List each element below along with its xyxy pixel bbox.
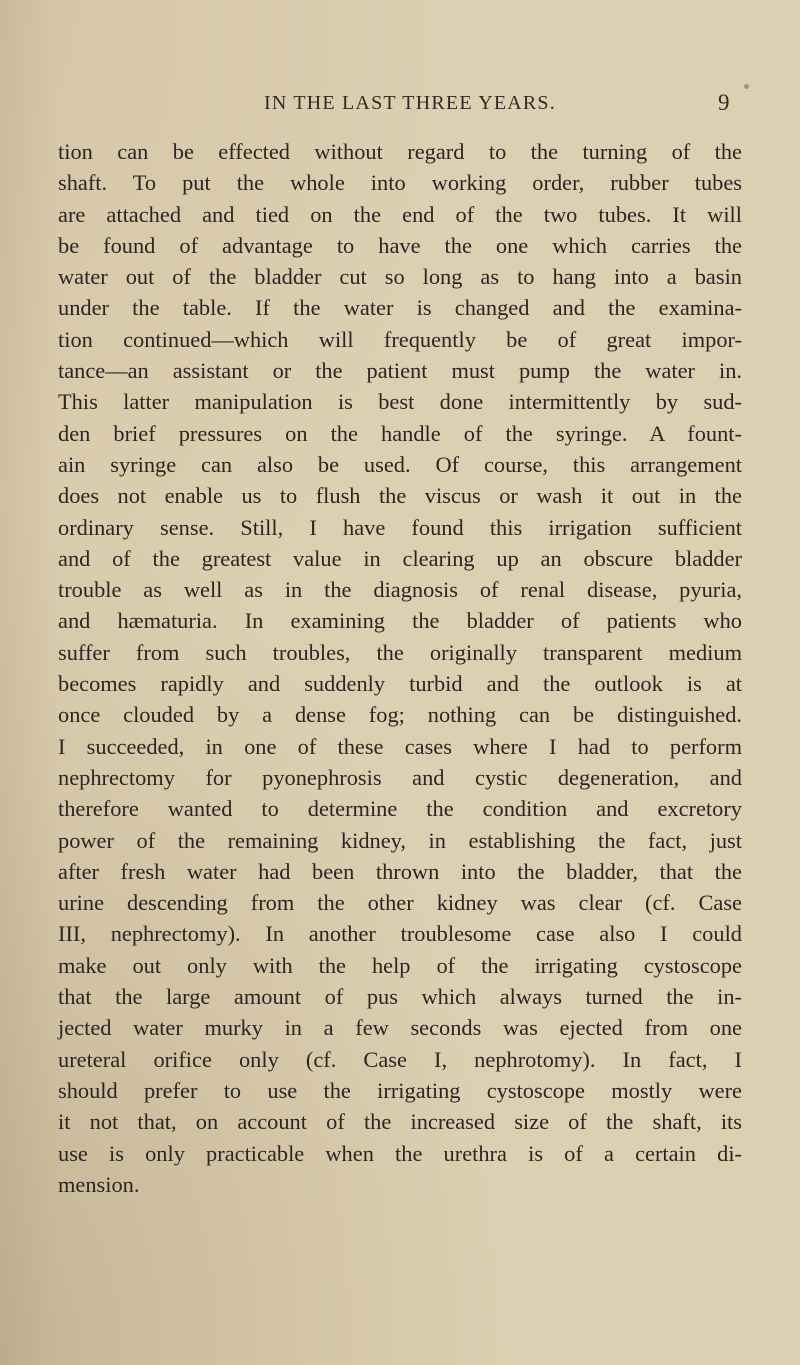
text-line: tance—an assistant or the patient must pump the water in. bbox=[58, 358, 742, 384]
text-line: power of the remaining kidney, in establishing the fact, just bbox=[58, 827, 742, 853]
text-line: I succeeded, in one of these cases where I had to perform bbox=[58, 733, 742, 759]
page-number: 9 bbox=[718, 90, 730, 115]
text-line: and hæmaturia. In examining the bladder of patients who bbox=[58, 608, 742, 634]
text-line: nephrectomy for pyonephrosis and cystic degeneration, and bbox=[58, 764, 742, 790]
text-line: This latter manipulation is best done intermittently by sud- bbox=[58, 389, 742, 415]
text-line: jected water murky in a few seconds was ejected from one bbox=[58, 1015, 742, 1041]
text-line: water out of the bladder cut so long as to hang into a basin bbox=[58, 264, 742, 290]
text-line: once clouded by a dense fog; nothing can be distinguished. bbox=[58, 702, 742, 728]
text-line: under the table. If the water is changed and the examina- bbox=[58, 295, 742, 321]
body-text bbox=[58, 136, 742, 1200]
text-line: after fresh water had been thrown into the bladder, that the bbox=[58, 858, 742, 884]
text-line: therefore wanted to determine the condition and excretory bbox=[58, 796, 742, 822]
text-line: den brief pressures on the handle of the syringe. A fount- bbox=[58, 420, 742, 446]
text-line: ain syringe can also be used. Of course, this arrangement bbox=[58, 451, 742, 477]
text-line: urine descending from the other kidney was clear (cf. Case bbox=[58, 890, 742, 916]
text-line: and of the greatest value in clearing up an obscure bladder bbox=[58, 545, 742, 571]
text-line-last: mension. bbox=[58, 1171, 140, 1197]
text-line: make out only with the help of the irrigating cystoscope bbox=[58, 952, 742, 978]
text-line: tion continued—which will frequently be of great impor- bbox=[58, 326, 742, 352]
text-line: be found of advantage to have the one which carries the bbox=[58, 232, 742, 258]
running-head-title: IN THE LAST THREE YEARS. bbox=[264, 92, 556, 114]
text-line: use is only practicable when the urethra is of a certain di- bbox=[58, 1140, 742, 1166]
text-line: should prefer to use the irrigating cystoscope mostly were bbox=[58, 1077, 742, 1103]
text-line: tion can be effected without regard to the turning of the bbox=[58, 139, 742, 164]
text-line: III, nephrectomy). In another troublesome case also I could bbox=[58, 921, 742, 947]
running-head bbox=[0, 92, 800, 122]
text-line: trouble as well as in the diagnosis of renal disease, pyuria, bbox=[58, 577, 742, 603]
text-line: are attached and tied on the end of the two tubes. It will bbox=[58, 201, 742, 227]
text-line: it not that, on account of the increased size of the shaft, its bbox=[58, 1109, 742, 1135]
text-line: ureteral orifice only (cf. Case I, nephrotomy). In fact, I bbox=[58, 1046, 742, 1072]
text-line: shaft. To put the whole into working order, rubber tubes bbox=[58, 170, 742, 196]
ink-speck bbox=[744, 84, 749, 89]
text-line: that the large amount of pus which always turned the in- bbox=[58, 984, 742, 1010]
text-line: ordinary sense. Still, I have found this irrigation sufficient bbox=[58, 514, 742, 540]
text-line: does not enable us to flush the viscus or wash it out in the bbox=[58, 483, 742, 509]
text-line: suffer from such troubles, the originally transparent medium bbox=[58, 639, 742, 665]
text-line: becomes rapidly and suddenly turbid and the outlook is at bbox=[58, 671, 742, 697]
